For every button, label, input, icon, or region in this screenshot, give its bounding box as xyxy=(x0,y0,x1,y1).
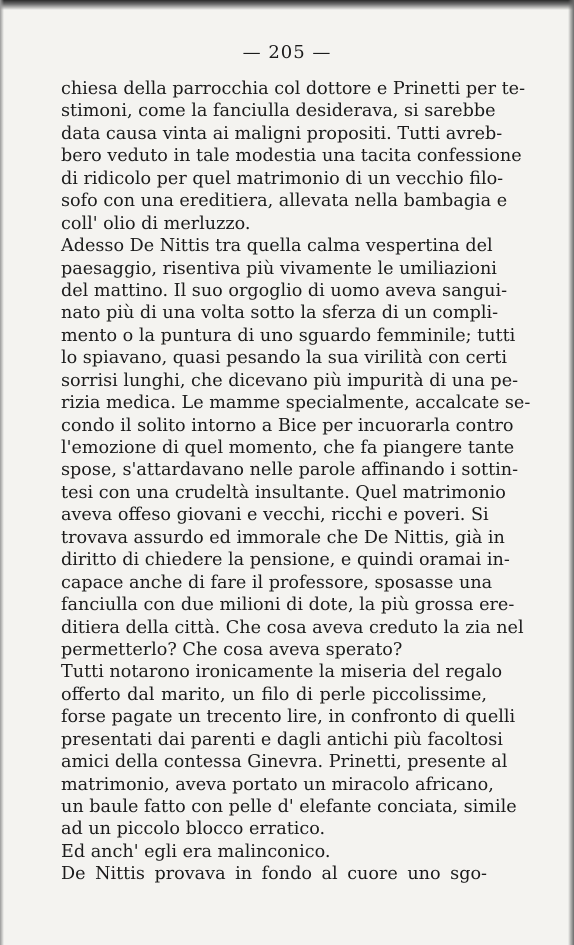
page-number: — 205 — xyxy=(242,42,332,63)
text-line: condo il solito intorno a Bice per incuorarla contro xyxy=(61,415,514,436)
text-line: stimoni, come la fanciulla desiderava, si sarebbe xyxy=(61,101,496,122)
text-line: di ridicolo per quel matrimonio di un vecchio filo- xyxy=(61,168,504,189)
body-text xyxy=(61,78,531,886)
text-line: del mattino. Il suo orgoglio di uomo aveva sangui- xyxy=(61,280,508,301)
text-line: trovava assurdo ed immorale che De Nittis, già in xyxy=(61,527,505,548)
text-line: Adesso De Nittis tra quella calma vespertina del xyxy=(61,236,493,257)
text-line: mento o la puntura di uno sguardo femminile; tutti xyxy=(61,325,516,346)
text-line: tesi con una crudeltà insultante. Quel matrimonio xyxy=(61,482,506,503)
scan-edge-left xyxy=(0,0,4,945)
text-line: ditiera della città. Che cosa aveva creduto la zia nel xyxy=(61,617,524,638)
text-line: Tutti notarono ironicamente la miseria del regalo xyxy=(61,662,503,683)
text-line: capace anche di fare il professore, sposasse una xyxy=(61,572,493,593)
text-line: ad un piccolo blocco erratico. xyxy=(61,819,326,840)
text-line: presentati dai parenti e dagli antichi più facoltosi xyxy=(61,729,503,750)
text-line: fanciulla con due milioni di dote, la più grossa ere- xyxy=(61,595,515,616)
text-line: forse pagate un trecento lire, in confronto di quelli xyxy=(61,707,516,728)
text-line: permetterlo? Che cosa aveva sperato? xyxy=(61,639,403,660)
text-line: coll' olio di merluzzo. xyxy=(61,213,251,234)
text-line: sofo con una ereditiera, allevata nella bambagia e xyxy=(61,191,508,212)
text-line: amici della contessa Ginevra. Prinetti, presente al xyxy=(61,752,508,773)
text-line: Ed anch' egli era malinconico. xyxy=(61,841,331,862)
text-line: spose, s'attardavano nelle parole affinando i sottin- xyxy=(61,460,519,481)
text-line: un baule fatto con pelle d' elefante conciata, simile xyxy=(61,797,517,817)
text-line: diritto di chiedere la pensione, e quindi oramai in- xyxy=(61,550,510,571)
text-line: offerto dal marito, un filo di perle piccolissime, xyxy=(61,684,487,705)
text-line: rizia medica. Le mamme specialmente, accalcate se- xyxy=(61,393,531,414)
text-line: paesaggio, risentiva più vivamente le umiliazioni xyxy=(61,258,497,279)
scan-edge-top xyxy=(0,0,574,10)
text-line: lo spiavano, quasi pesando la sua virilità con certi xyxy=(61,348,507,369)
text-line: chiesa della parrocchia col dottore e Prinetti per te- xyxy=(61,79,526,99)
text-line: bero veduto in tale modestia una tacita confessione xyxy=(61,146,522,167)
text-line: matrimonio, aveva portato un miracolo africano, xyxy=(61,774,494,795)
text-line: sorrisi lunghi, che dicevano più impurità di una pe- xyxy=(61,370,519,391)
text-line: l'emozione di quel momento, che fa piangere tante xyxy=(61,438,515,458)
text-line: aveva offeso giovani e vecchi, ricchi e poveri. Si xyxy=(61,505,489,526)
text-line: data causa vinta ai maligni propositi. Tutti avreb- xyxy=(61,123,503,144)
scan-edge-right xyxy=(568,0,574,945)
text-line: nato più di una volta sotto la sferza di un compli- xyxy=(61,303,499,324)
text-line: De Nittis provava in fondo al cuore uno sgo- xyxy=(61,864,487,885)
